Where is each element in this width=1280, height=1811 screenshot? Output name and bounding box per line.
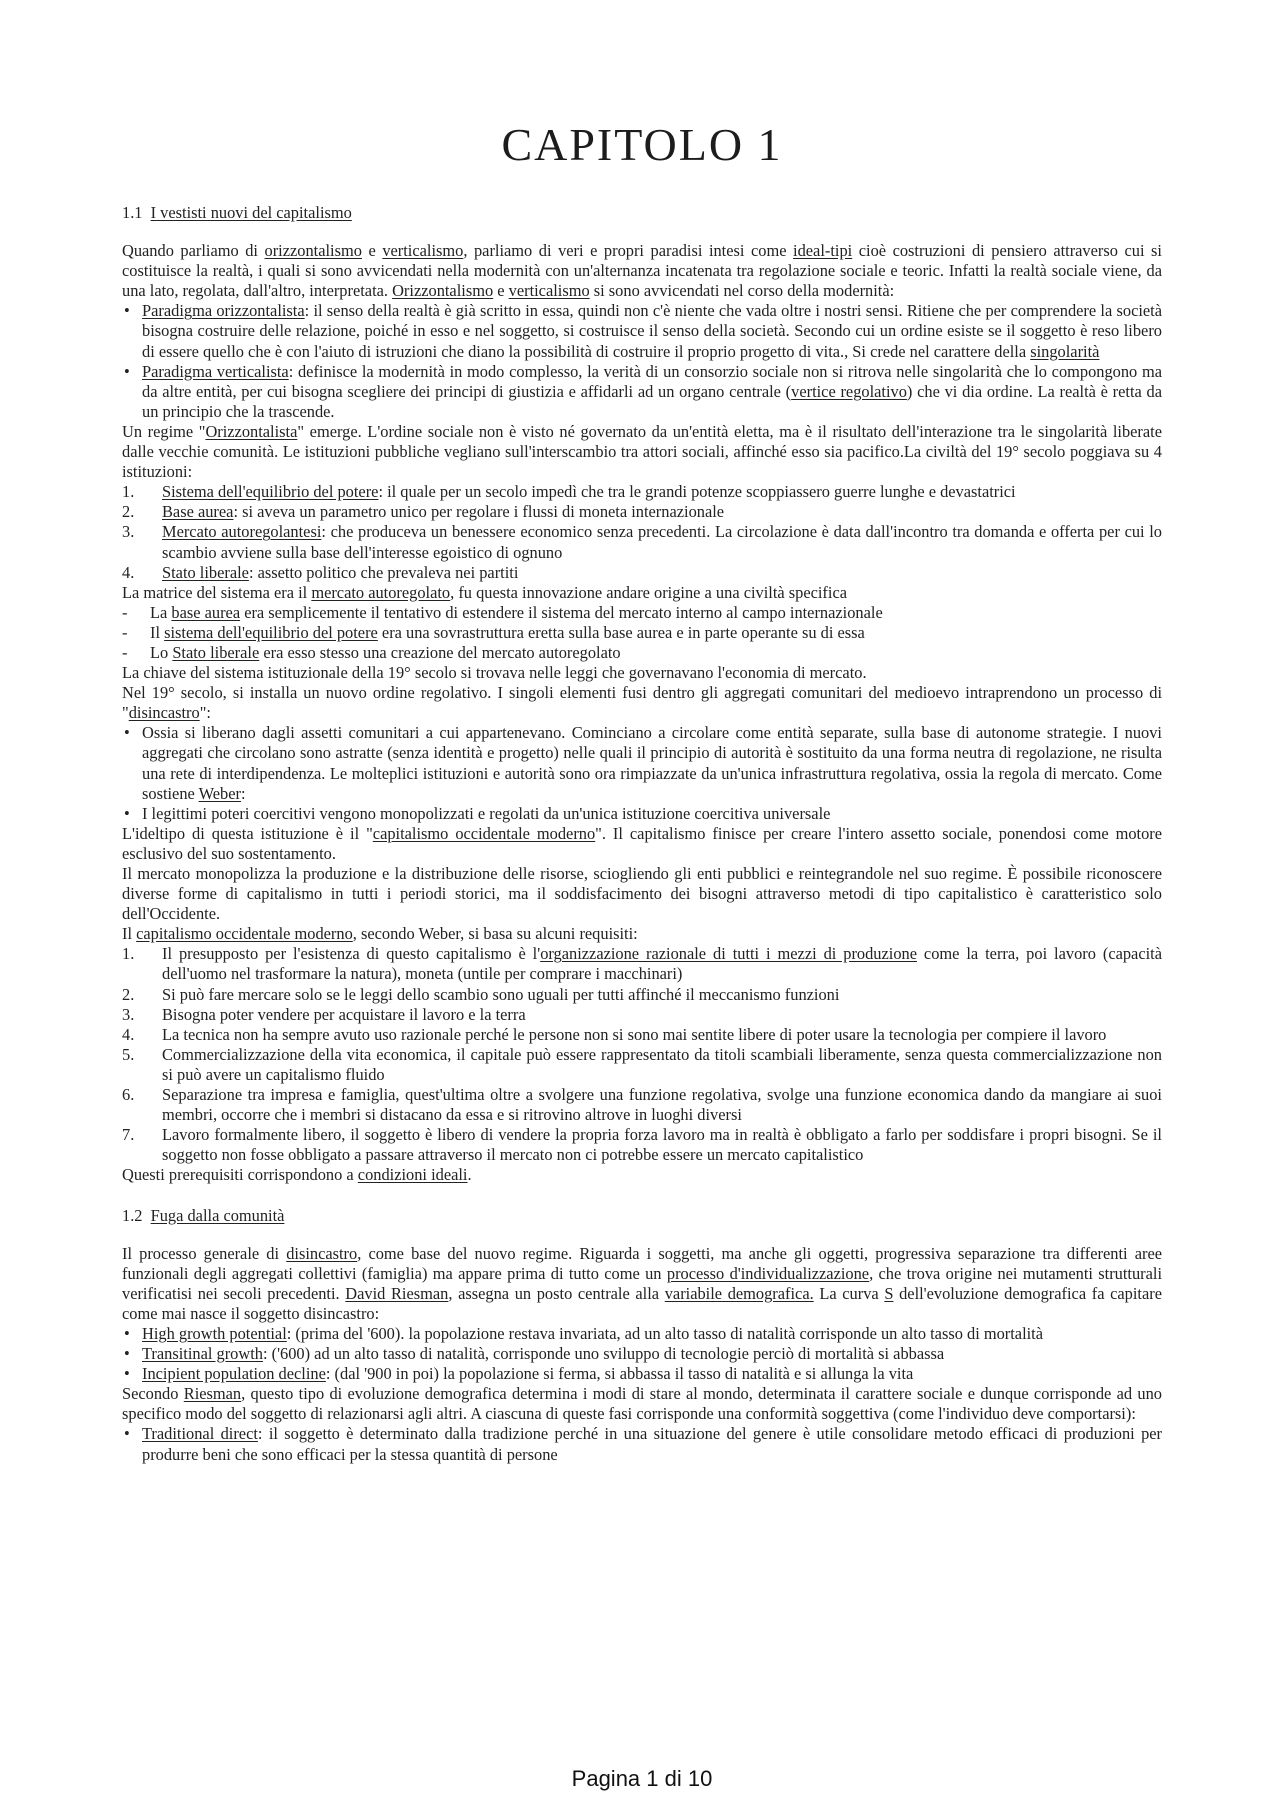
bullet-icon: •: [124, 723, 130, 743]
list-item: • Paradigma orizzontalista: il senso della realtà è già scritto in essa, quindi non c'è niente che vada oltre i nostri sensi. Ritiene che per comprendere la società bisogna costruire delle relazione, poiché in esso e nel soggetto, si costruisce il senso della società. Secondo cui un ordine esiste se il soggetto è reso libero di essere quello che è con l'aiuto di istruzioni che diano la possibilità di costruire il proprio progetto di vita., Si crede nel carattere della singolarità: [124, 301, 1162, 361]
paragraph: Il processo generale di disincastro, come base del nuovo regime. Riguarda i soggetti, ma anche gli oggetti, progressiva separazione tra differenti aree funzionali degli aggregati collettivi (famiglia) ma appare prima di tutto come un processo d'individualizzazione, che trova origine nei mutamenti strutturali verificatisi nei secoli precedenti. David Riesman, assegna un posto centrale alla variabile demografica. La curva S dell'evoluzione demografica fa capitare come mai nasce il soggetto disincastro:: [122, 1243, 1163, 1323]
paragraph: Quando parliamo di orizzontalismo e verticalismo, parliamo di veri e propri paradisi intesi come ideal-tipi cioè costruzioni di pensiero attraverso cui si costituisce la realtà, i quali si sono avvicendati nella modernità con un'alternanza incatenata tra regolazione sociale e teoric. Infatti la realtà sociale viene, da una lato, regolata, dall'altro, interpretata. Orizzontalismo e verticalismo si sono avvicendati nel corso della modernità:: [122, 241, 1162, 301]
paragraph: Il mercato monopolizza la produzione e la distribuzione delle risorse, sciogliendo gli enti pubblici e reintegrandole nel suo regime. È possibile riconoscere diverse forme di capitalismo in tutti i periodi storici, ma il soddisfacimento dei bisogni attraverso metodi di tipo capitalistico è caratteristico solo dell'Occidente.: [122, 864, 1162, 924]
list-item: • Traditional direct: il soggetto è determinato dalla tradizione perché in una situazione del genere è utile consolidare metodo efficaci di produzioni per produrre beni che sono efficaci per la stessa quantità di persone: [124, 1424, 1162, 1464]
dash-list: [122, 603, 1162, 663]
bullet-icon: •: [124, 361, 130, 381]
list-item: • Incipient population decline: (dal '900 in poi) la popolazione si ferma, si abbassa il tasso di natalità e si allunga la vita: [124, 1364, 914, 1384]
bullet-list: [122, 1424, 1162, 1464]
section-number: 1.2: [122, 1205, 143, 1225]
paragraph: Questi prerequisiti corrispondono a condizioni ideali.: [122, 1165, 472, 1185]
list-item: • High growth potential: (prima del '600). la popolazione restava invariata, ad un alto tasso di natalità corrisponde un alto tasso di mortalità: [124, 1323, 1044, 1343]
section-heading: [122, 203, 1162, 223]
list-item: 4. Stato liberale: assetto politico che prevaleva nei partiti: [122, 562, 519, 582]
bullet-list: [122, 301, 1162, 422]
numbered-list: [122, 944, 1162, 1165]
section-title: Fuga dalla comunità: [150, 1205, 285, 1225]
dash-icon: -: [122, 642, 128, 662]
list-item: 3. Mercato autoregolantesi: che produceva un benessere economico senza precedenti. La circolazione è data dall'incontro tra domanda e offerta per cui lo scambio avviene sulla base dell'interesse egoistico di ognuno: [122, 522, 1163, 562]
list-item: - La base aurea era semplicemente il tentativo di estendere il sistema del mercato interno al campo internazionale: [122, 602, 883, 622]
numbered-list: [122, 482, 1162, 582]
bullet-list: [122, 723, 1162, 823]
paragraph: La chiave del sistema istituzionale della 19° secolo si trovava nelle leggi che governavano l'economia di mercato.: [122, 663, 867, 683]
list-item: 5. Commercializzazione della vita economica, il capitale può essere rappresentato da titoli scambiali liberamente, senza questa commercializzazione non si può avere un capitalismo fluido: [122, 1044, 1162, 1084]
paragraph: La matrice del sistema era il mercato autoregolato, fu questa innovazione andare origine a una civiltà specifica: [122, 582, 847, 602]
list-item: - Il sistema dell'equilibrio del potere era una sovrastruttura eretta sulla base aurea e in parte operante su di essa: [122, 622, 865, 642]
list-item: - Lo Stato liberale era esso stesso una creazione del mercato autoregolato: [122, 642, 621, 662]
paragraph: Il capitalismo occidentale moderno, secondo Weber, si basa su alcuni requisiti:: [122, 924, 638, 944]
bullet-icon: •: [124, 1344, 130, 1364]
bullet-icon: •: [124, 301, 130, 321]
list-item: • I legittimi poteri coercitivi vengono monopolizzati e regolati da un'unica istituzione coercitiva universale: [124, 803, 831, 823]
section-title: I vestisti nuovi del capitalismo: [150, 203, 352, 222]
chapter-title: CAPITOLO 1: [501, 119, 783, 170]
list-item: 3. Bisogna poter vendere per acquistare il lavoro e la terra: [122, 1004, 526, 1024]
list-item: 2. Si può fare mercare solo se le leggi dello scambio sono uguali per tutti affinché il meccanismo funzioni: [122, 984, 840, 1004]
list-item: 1. Il presupposto per l'esistenza di questo capitalismo è l'organizzazione razionale di tutti i mezzi di produzione come la terra, poi lavoro (capacità dell'uomo nel trasformare la natura), moneta (untile per comprare i macchinari): [122, 944, 1162, 984]
paragraph: Secondo Riesman, questo tipo di evoluzione demografica determina i modi di stare al mondo, determinata il carattere sociale e dunque corrisponde ad uno specifico modo del soggetto di relazionarsi agli altri. A ciascuna di queste fasi corrisponde una conformità soggettiva (come l'individuo deve comportarsi):: [122, 1384, 1162, 1424]
paragraph: L'ideltipo di questa istituzione è il "capitalismo occidentale moderno". Il capitalismo finisce per creare l'intero assetto sociale, ponendosi come motore esclusivo del suo sostentamento.: [122, 823, 1163, 863]
bullet-list: [122, 1324, 1162, 1384]
bullet-icon: •: [124, 1364, 130, 1384]
section-number: 1.1: [122, 203, 143, 222]
bullet-icon: •: [124, 803, 130, 823]
list-item: 2. Base aurea: si aveva un parametro unico per regolare i flussi di moneta internazionale: [122, 502, 725, 522]
list-item: • Transitinal growth: ('600) ad un alto tasso di natalità, corrisponde uno sviluppo di tecnologie perciò di mortalità si abbassa: [124, 1344, 945, 1364]
page-number: Pagina 1 di 10: [571, 1766, 713, 1791]
list-item: 4. La tecnica non ha sempre avuto uso razionale perché le persone non si sono mai sentite libere di poter usare la tecnologia per compiere il lavoro: [122, 1024, 1107, 1044]
list-item: • Ossia si liberano dagli assetti comunitari a cui appartenevano. Cominciano a circolare come entità separate, sulla base di autonome strategie. I nuovi aggregati che circolano sono astratte (senza identità e progetto) nelle quali il principio di autorità è sostituito da una forma neutra di regolazione, ne risulta una rete di interdipendenza. Le molteplici istituzioni e autorità sono ora rimpiazzate da un'unica infrastruttura regolativa, ossia la regola di mercato. Come sostiene Weber:: [124, 723, 1162, 803]
list-item: 1. Sistema dell'equilibrio del potere: il quale per un secolo impedì che tra le grandi potenze scoppiassero guerre lunghe e devastatrici: [122, 482, 1016, 502]
page-content: [122, 203, 1162, 1465]
list-item: 6. Separazione tra impresa e famiglia, quest'ultima oltre a svolgere una funzione regolativa, svolge una funzione economica dando da mangiare ai suoi membri, occorre che i membri si distacano da essa e si ritrovino altrove in luoghi diversi: [122, 1085, 1162, 1125]
dash-icon: -: [122, 622, 128, 642]
dash-icon: -: [122, 602, 128, 622]
list-item: 7. Lavoro formalmente libero, il soggetto è libero di vendere la propria forza lavoro ma in realtà è obbligato a farlo per soddisfare i propri bisogni. Se il soggetto non fosse obbligato a passare attraverso il mercato non ci potrebbe essere un mercato capitalistico: [122, 1125, 1162, 1165]
section-heading: [122, 1206, 1162, 1226]
paragraph: Un regime "Orizzontalista" emerge. L'ordine sociale non è visto né governato da un'entità eletta, ma è il risultato dell'interazione tra le singolarità liberate dalle vecchie comunità. Le istituzioni pubbliche vegliano sull'interscambio tra attori sociali, affinché esso sia pacifico.La civiltà del 19° secolo poggiava su 4 istituzioni:: [122, 421, 1162, 482]
paragraph: Nel 19° secolo, si installa un nuovo ordine regolativo. I singoli elementi fusi dentro gli aggregati comunitari del medioevo intraprendono un processo di "disincastro":: [122, 683, 1162, 723]
bullet-icon: •: [124, 1424, 130, 1444]
list-item: • Paradigma verticalista: definisce la modernità in modo complesso, la verità di un consorzio sociale non si ritrova nelle singolarità che lo compongono ma da altre entità, per cui bisogna scegliere dei principi di giustizia e affidarli ad un organo centrale (vertice regolativo) che vi dia ordine. La realtà è retta da un principio che la trascende.: [124, 361, 1162, 421]
bullet-icon: •: [124, 1323, 130, 1343]
